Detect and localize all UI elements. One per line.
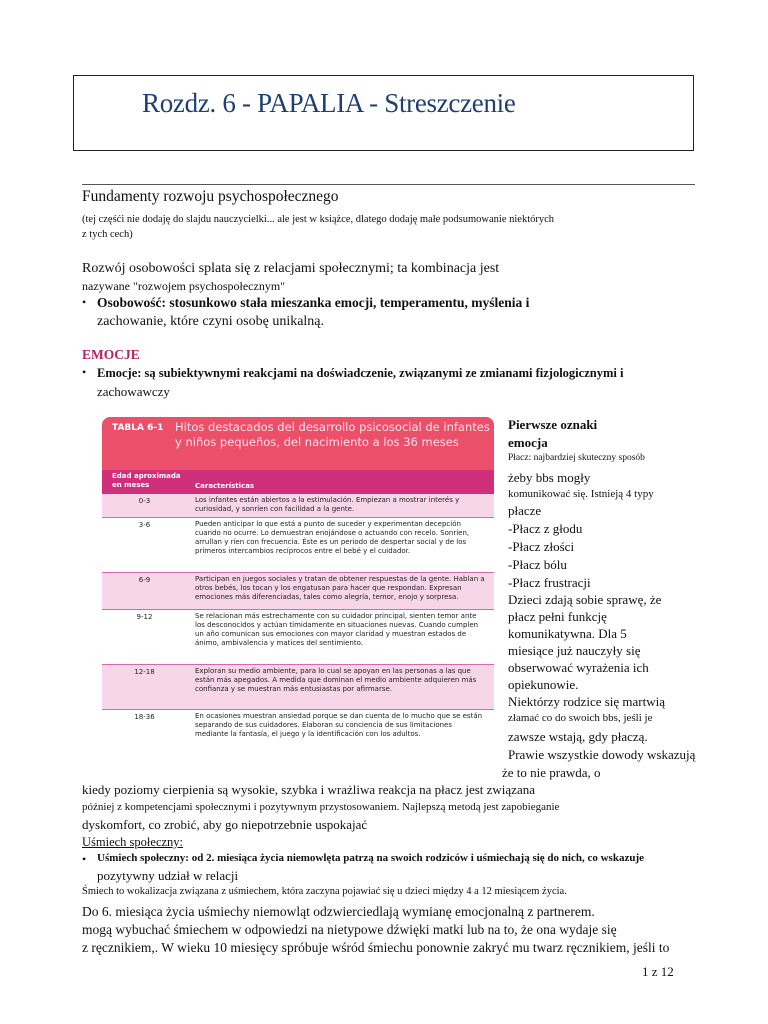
- col-age-line-2: en meses: [112, 481, 150, 489]
- table-row: [102, 610, 494, 664]
- bullet-emocje: •: [82, 365, 87, 379]
- title-box: [73, 75, 694, 151]
- table-title: Hitos destacados del desarrollo psicosocial de infantes y niños pequeños, del nacimiento a los 36 meses: [175, 420, 490, 449]
- smiech-line: Śmiech to wokalizacja związana z uśmiechem, która zaczyna pojawiać się u dzieci między 4 a 12 miesiącem życia.: [82, 886, 567, 897]
- osobowosc-line-1: Osobowość: stosunkowo stała mieszanka emocji, temperamentu, myślenia i: [97, 295, 530, 310]
- table-column-header: [102, 470, 494, 494]
- row-age: 3-6: [138, 521, 151, 529]
- final-line-1: Do 6. miesiąca życia uśmiechy niemowląt odzwierciedlają wymianę emocjonalną z partnerem.: [82, 904, 595, 919]
- right-line-d1: Dzieci zdają sobie sprawę, że: [508, 592, 662, 607]
- cont-line-1: kiedy poziomy cierpienia są wysokie, szybka i wrażliwa reakcja na płacz jest związana: [82, 782, 535, 797]
- row-age: 18-36: [134, 713, 155, 721]
- right-line-d2: płacz pełni funkcję: [508, 609, 607, 624]
- final-line-3: z ręcznikiem,. W wieku 10 miesięcy spróbuje wśród śmiechu ponownie zakryć mu twarz ręcznikiem, jeśli to: [82, 940, 670, 955]
- usmiech-line-1: Uśmiech społeczny: od 2. miesiąca życia niemowlęta patrzą na swoich rodziców i uśmiechają się do nich, co wskazuje: [97, 852, 644, 864]
- intro-line-1: Rozwój osobowości splata się z relacjami społecznymi; ta kombinacja jest: [82, 261, 500, 276]
- cry-type-3: -Płacz bólu: [508, 557, 567, 572]
- bullet-osobowosc: •: [82, 295, 87, 309]
- row-age: 0-3: [138, 497, 151, 505]
- right-line-b: komunikować się. Istnieją 4 typy: [508, 488, 654, 500]
- milestones-table: [102, 417, 494, 757]
- table-header: [102, 417, 494, 470]
- usmiech-heading: Uśmiech społeczny:: [82, 835, 184, 849]
- row-text: Exploran su medio ambiente, para lo cual se apoyan en las personas a las que están más apegados. A medida que dominan el medio ambiente adquieren más confianza y se muestran más entusiastas por afirmarse.: [195, 667, 477, 693]
- col-age-label: [112, 472, 181, 490]
- right-heading-1: Pierwsze oznaki: [508, 417, 598, 432]
- note-line-1: (tej częśći nie dodaję do slajdu nauczycielki... ale jest w książce, dlatego dodaję małe podsumowanie niektórych: [82, 214, 555, 225]
- cry-type-4: -Płacz frustracji: [508, 575, 591, 590]
- table-row: [102, 665, 494, 709]
- col-characteristics-label: Características: [195, 482, 255, 490]
- right-line-d6: opiekunowie.: [508, 677, 579, 692]
- page-number: 1 z 12: [642, 964, 674, 979]
- row-age: 12-18: [134, 668, 155, 676]
- table-label: TABLA 6-1: [112, 423, 164, 433]
- final-line-2: mogą wybuchać śmiechem w odpowiedzi na nietypowe dźwięki matki lub na to, że ona wydaje się: [82, 922, 617, 937]
- table-row: [102, 573, 494, 609]
- bullet-usmiech: •: [82, 852, 87, 866]
- page-title: Rozdz. 6 - PAPALIA - Streszczenie: [142, 88, 516, 118]
- cry-type-1: -Płacz z głodu: [508, 521, 583, 536]
- table-row: [102, 494, 494, 517]
- right-line-e3: że to nie prawda, o: [502, 765, 601, 780]
- right-line-d5: obserwować wyrażenia ich: [508, 660, 649, 675]
- row-age: 9-12: [136, 613, 153, 621]
- emocje-heading: EMOCJE: [82, 347, 140, 362]
- horizontal-rule: [82, 184, 695, 185]
- table-row: [102, 518, 494, 572]
- col-age-line-1: Edad aproximada: [112, 472, 181, 480]
- right-line-d7: Niektórzy rodzice się martwią: [508, 694, 666, 709]
- row-text: Pueden anticipar lo que está a punto de suceder y experimentan decepción cuando no ocurre. Lo demuestran enojándose o actuando con recelo. Sonríen, arrullan y ríen con frecuencia. Éste es un periodo de despertar social y de los primeros intercambios recíprocos entre el bebé y el cuidador.: [195, 520, 470, 555]
- right-line-e1: zawsze wstają, gdy płaczą.: [508, 729, 648, 744]
- row-text: Se relacionan más estrechamente con su cuidador principal, sienten temor ante los desconocidos y actúan tímidamente en situaciones nuevas. Cuando cumplen un año comunican sus emociones con mayor claridad y muestran estados de ánimo, ambivalencia y matices del sentimiento.: [195, 612, 479, 647]
- right-heading-2: emocja: [508, 435, 548, 450]
- note-line-2: z tych cech): [82, 229, 133, 240]
- emocje-line-1: Emocje: są subiektywnymi reakcjami na doświadczenie, związanymi ze zmianami fizjologicznymi i: [97, 366, 624, 380]
- right-small-1: Płacz: najbardziej skuteczny sposób: [508, 453, 645, 463]
- cry-type-2: -Płacz złości: [508, 539, 575, 554]
- osobowosc-line-2: zachowanie, które czyni osobę unikalną.: [97, 314, 325, 329]
- row-text: En ocasiones muestran ansiedad porque se dan cuenta de lo mucho que se están separando de sus cuidadores. Elaboran su conciencia de sus limitaciones mediante la fantasía, el juego y la identificación con los adultos.: [195, 712, 483, 738]
- right-line-d3: komunikatywna. Dla 5: [508, 626, 627, 641]
- row-text: Participan en juegos sociales y tratan de obtener respuestas de la gente. Hablan a otros bebés, los tocan y los engatusan para hacer que respondan. Expresan emociones más diferenciadas, tales como alegría, temor, enojo y sorpresa.: [195, 575, 485, 601]
- table-row: [102, 710, 494, 757]
- section-heading: Fundamenty rozwoju psychospołecznego: [82, 188, 339, 205]
- right-line-e2: Prawie wszystkie dowody wskazują: [508, 747, 696, 762]
- row-text: Los infantes están abiertos a la estimulación. Empiezan a mostrar interés y curiosidad, y sonríen con facilidad a la gente.: [195, 496, 460, 513]
- cont-line-2: później z kompetencjami społecznymi i pozytywnym przystosowaniem. Najlepszą metodą jest zapobieganie: [82, 801, 560, 813]
- right-line-d4: miesiące już nauczyły się: [508, 643, 641, 658]
- row-age: 6-9: [138, 576, 151, 584]
- right-line-a: żeby bbs mogły: [508, 470, 591, 485]
- usmiech-line-2: pozytywny udział w relacji: [97, 868, 239, 883]
- emocje-line-2: zachowawczy: [97, 384, 170, 399]
- cont-line-3: dyskomfort, co zrobić, aby go niepotrzebnie uspokajać: [82, 817, 368, 832]
- right-line-c: płacze: [508, 503, 542, 518]
- intro-line-2: nazywane "rozwojem psychospołecznym": [82, 279, 286, 293]
- right-small-2: złamać co do swoich bbs, jeśli je: [508, 712, 653, 724]
